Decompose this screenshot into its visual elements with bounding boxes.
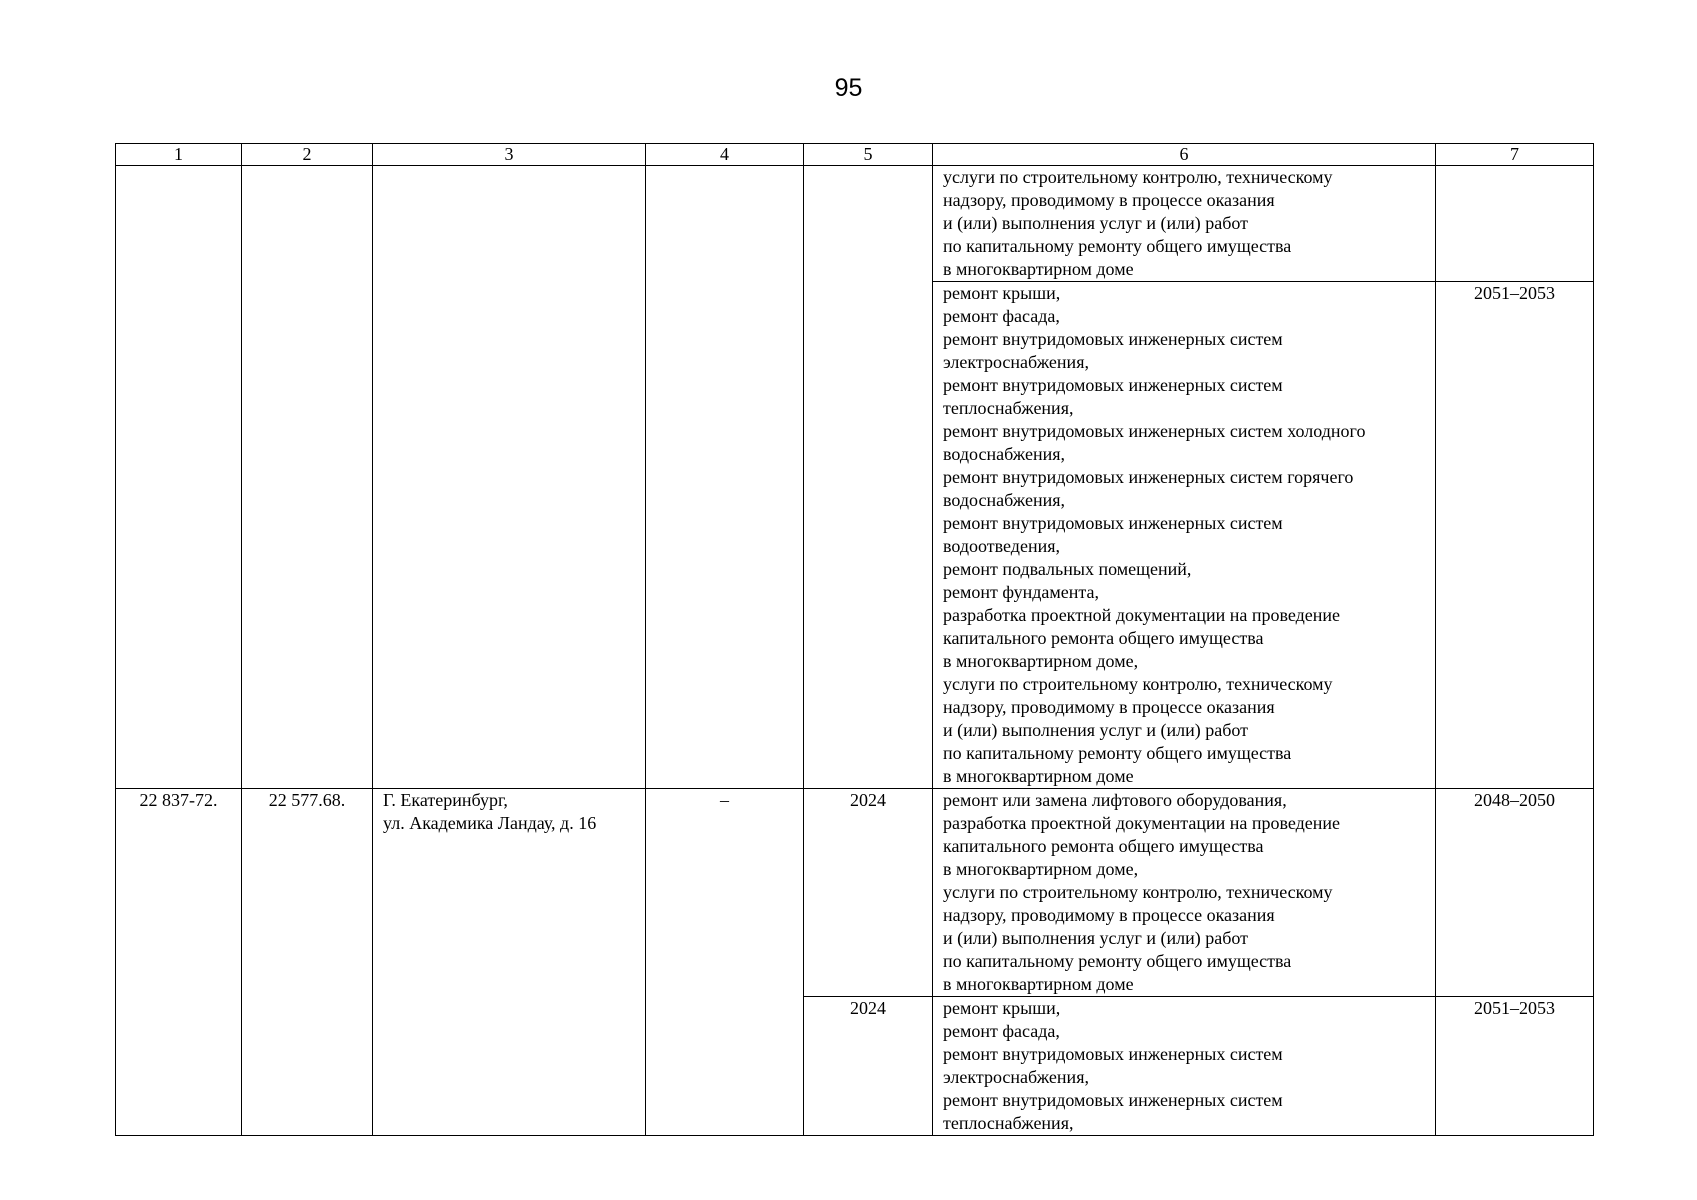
text-line: надзору, проводимому в процессе оказания bbox=[943, 905, 1275, 925]
text-line: ремонт внутридомовых инженерных систем bbox=[943, 329, 1283, 349]
cell-col4 bbox=[646, 166, 804, 789]
cell-year: 2024 bbox=[804, 997, 933, 1136]
table-row bbox=[116, 166, 1594, 282]
header-cell-6: 6 bbox=[933, 144, 1436, 166]
cell-year: 2024 bbox=[804, 789, 933, 997]
table-row bbox=[116, 789, 1594, 997]
text-line: водоснабжения, bbox=[943, 490, 1066, 510]
cell-num: 22 837-72. bbox=[116, 789, 242, 1136]
cell-period bbox=[1436, 166, 1594, 282]
text-line: ремонт фасада, bbox=[943, 306, 1060, 326]
text-line: Г. Екатеринбург, bbox=[383, 790, 508, 810]
text-line: электроснабжения, bbox=[943, 352, 1089, 372]
capital-repair-table bbox=[115, 143, 1594, 1136]
text-line: в многоквартирном доме bbox=[943, 766, 1134, 786]
cell-code: 22 577.68. bbox=[242, 789, 373, 1136]
text-line: услуги по строительному контролю, техническому bbox=[943, 167, 1333, 187]
text-line: ремонт фундамента, bbox=[943, 582, 1099, 602]
cell-works bbox=[933, 166, 1436, 282]
text-line: услуги по строительному контролю, техническому bbox=[943, 674, 1333, 694]
page-number: 95 bbox=[834, 74, 863, 102]
header-cell-7: 7 bbox=[1436, 144, 1594, 166]
header-cell-1: 1 bbox=[116, 144, 242, 166]
text-line: и (или) выполнения услуг и (или) работ bbox=[943, 213, 1249, 233]
text-line: ремонт внутридомовых инженерных систем bbox=[943, 513, 1283, 533]
cell-address bbox=[373, 166, 646, 789]
cell-year bbox=[804, 166, 933, 789]
text-line: капитального ремонта общего имущества bbox=[943, 628, 1264, 648]
text-line: водоснабжения, bbox=[943, 444, 1066, 464]
text-line: теплоснабжения, bbox=[943, 398, 1074, 418]
cell-num bbox=[116, 166, 242, 789]
header-row bbox=[116, 144, 1594, 166]
text-line: теплоснабжения, bbox=[943, 1113, 1074, 1133]
text-line: электроснабжения, bbox=[943, 1067, 1089, 1087]
text-line: и (или) выполнения услуг и (или) работ bbox=[943, 720, 1249, 740]
text-line: водоотведения, bbox=[943, 536, 1060, 556]
header-cell-4: 4 bbox=[646, 144, 804, 166]
text-line: ремонт внутридомовых инженерных систем bbox=[943, 1044, 1283, 1064]
cell-address bbox=[373, 789, 646, 1136]
cell-period: 2051–2053 bbox=[1436, 997, 1594, 1136]
text-line: ул. Академика Ландау, д. 16 bbox=[383, 813, 597, 833]
text-line: в многоквартирном доме, bbox=[943, 859, 1139, 879]
text-line: ремонт или замена лифтового оборудования, bbox=[943, 790, 1287, 810]
cell-col4: – bbox=[646, 789, 804, 1136]
text-line: по капитальному ремонту общего имущества bbox=[943, 951, 1292, 971]
header-cell-5: 5 bbox=[804, 144, 933, 166]
text-line: в многоквартирном доме bbox=[943, 974, 1134, 994]
text-line: в многоквартирном доме, bbox=[943, 651, 1139, 671]
text-line: ремонт подвальных помещений, bbox=[943, 559, 1192, 579]
text-line: и (или) выполнения услуг и (или) работ bbox=[943, 928, 1249, 948]
text-line: по капитальному ремонту общего имущества bbox=[943, 743, 1292, 763]
text-line: в многоквартирном доме bbox=[943, 259, 1134, 279]
cell-code bbox=[242, 166, 373, 789]
text-line: ремонт внутридомовых инженерных систем холодного bbox=[943, 421, 1366, 441]
text-line: капитального ремонта общего имущества bbox=[943, 836, 1264, 856]
text-line: надзору, проводимому в процессе оказания bbox=[943, 190, 1275, 210]
text-line: ремонт крыши, bbox=[943, 283, 1061, 303]
cell-period: 2048–2050 bbox=[1436, 789, 1594, 997]
text-line: разработка проектной документации на проведение bbox=[943, 605, 1341, 625]
header-cell-2: 2 bbox=[242, 144, 373, 166]
text-line: услуги по строительному контролю, техническому bbox=[943, 882, 1333, 902]
text-line: ремонт крыши, bbox=[943, 998, 1061, 1018]
text-line: разработка проектной документации на проведение bbox=[943, 813, 1341, 833]
text-line: ремонт внутридомовых инженерных систем bbox=[943, 1090, 1283, 1110]
text-line: по капитальному ремонту общего имущества bbox=[943, 236, 1292, 256]
text-line: надзору, проводимому в процессе оказания bbox=[943, 697, 1275, 717]
text-line: ремонт фасада, bbox=[943, 1021, 1060, 1041]
cell-works bbox=[933, 789, 1436, 997]
text-line: ремонт внутридомовых инженерных систем горячего bbox=[943, 467, 1354, 487]
text-line: ремонт внутридомовых инженерных систем bbox=[943, 375, 1283, 395]
header-cell-3: 3 bbox=[373, 144, 646, 166]
cell-works bbox=[933, 997, 1436, 1136]
cell-period: 2051–2053 bbox=[1436, 282, 1594, 789]
cell-works bbox=[933, 282, 1436, 789]
